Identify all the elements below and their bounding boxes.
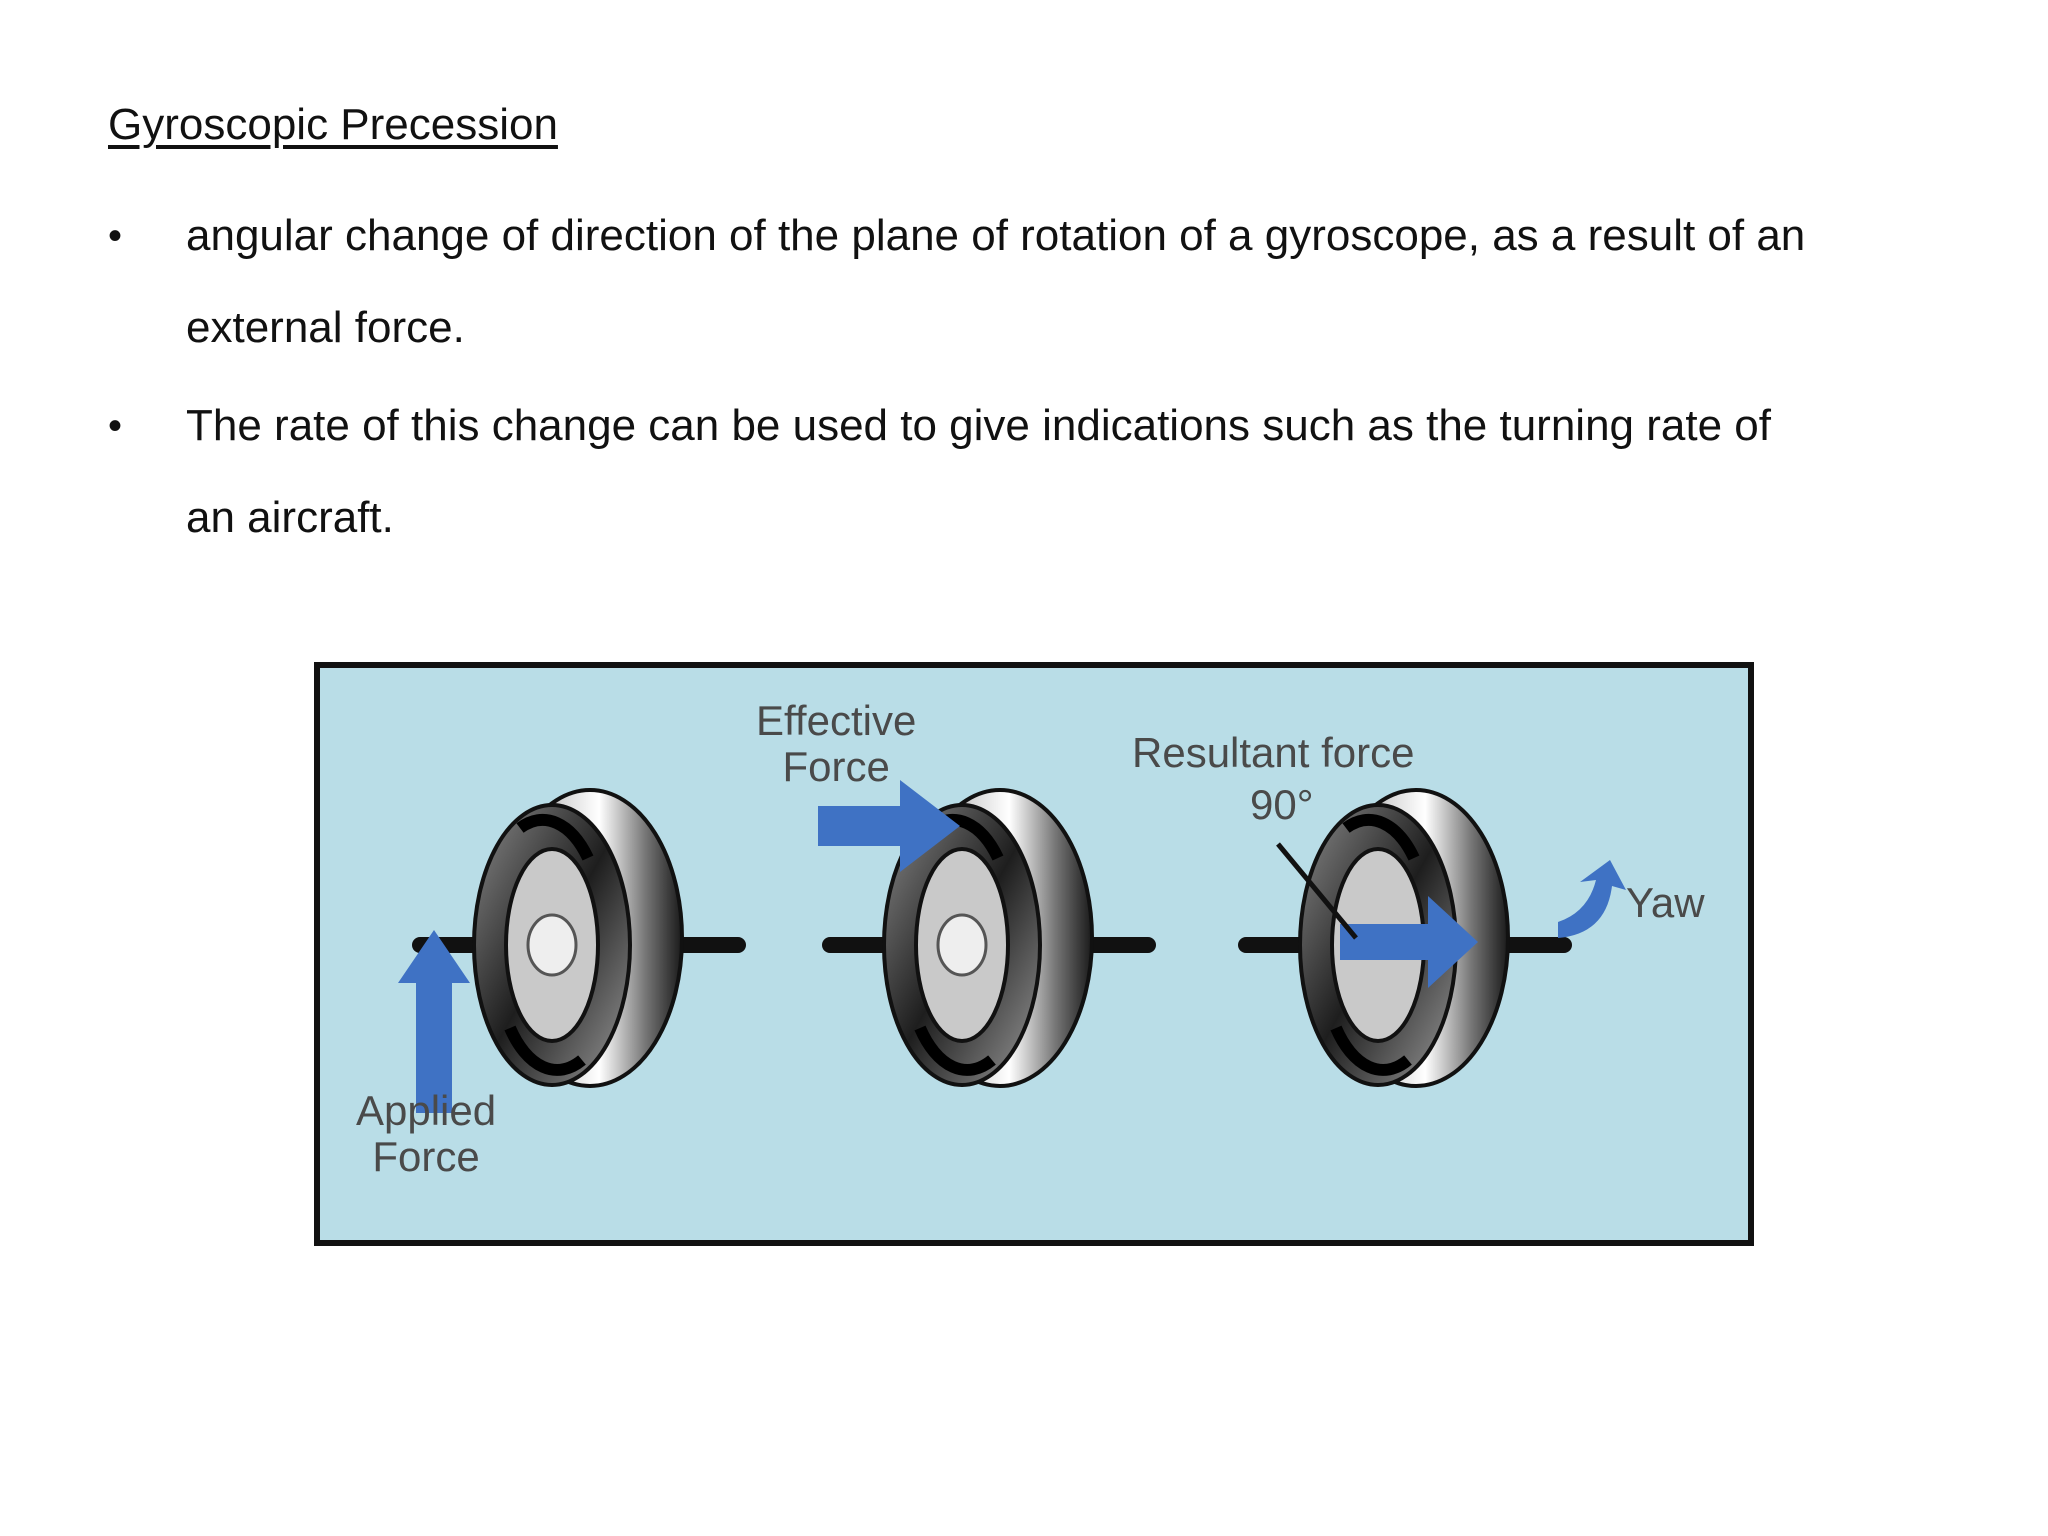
bullet-list <box>108 190 1808 570</box>
yaw-label: Yaw <box>1626 879 1705 926</box>
applied-force-arrow <box>398 930 470 1113</box>
bullet-text: angular change of direction of the plane of rotation of a gyroscope, as a result of an external force. <box>186 211 1806 352</box>
list-item <box>108 190 1808 374</box>
gyroscope-illustration <box>320 668 1748 1240</box>
list-item <box>108 380 1808 564</box>
angle-label: 90° <box>1250 781 1314 828</box>
effective-force-label-line2: Force <box>782 743 890 791</box>
bullet-marker: • <box>108 214 123 258</box>
bullet-text: The rate of this change can be used to give indications such as the turning rate of an aircraft. <box>186 401 1771 542</box>
page-title: Gyroscopic Precession <box>108 100 558 149</box>
applied-force-label <box>356 1088 496 1180</box>
bullet-marker: • <box>108 404 123 448</box>
gyroscope-wheel-1 <box>420 790 738 1086</box>
applied-force-label-line1: Applied <box>356 1087 497 1134</box>
yaw-arrow <box>1558 860 1626 938</box>
applied-force-label-line2: Force <box>372 1133 480 1181</box>
resultant-force-label: Resultant force <box>1132 729 1415 776</box>
effective-force-label <box>756 698 916 790</box>
effective-force-label-line1: Effective <box>756 697 917 744</box>
gyroscope-diagram <box>314 662 1754 1246</box>
